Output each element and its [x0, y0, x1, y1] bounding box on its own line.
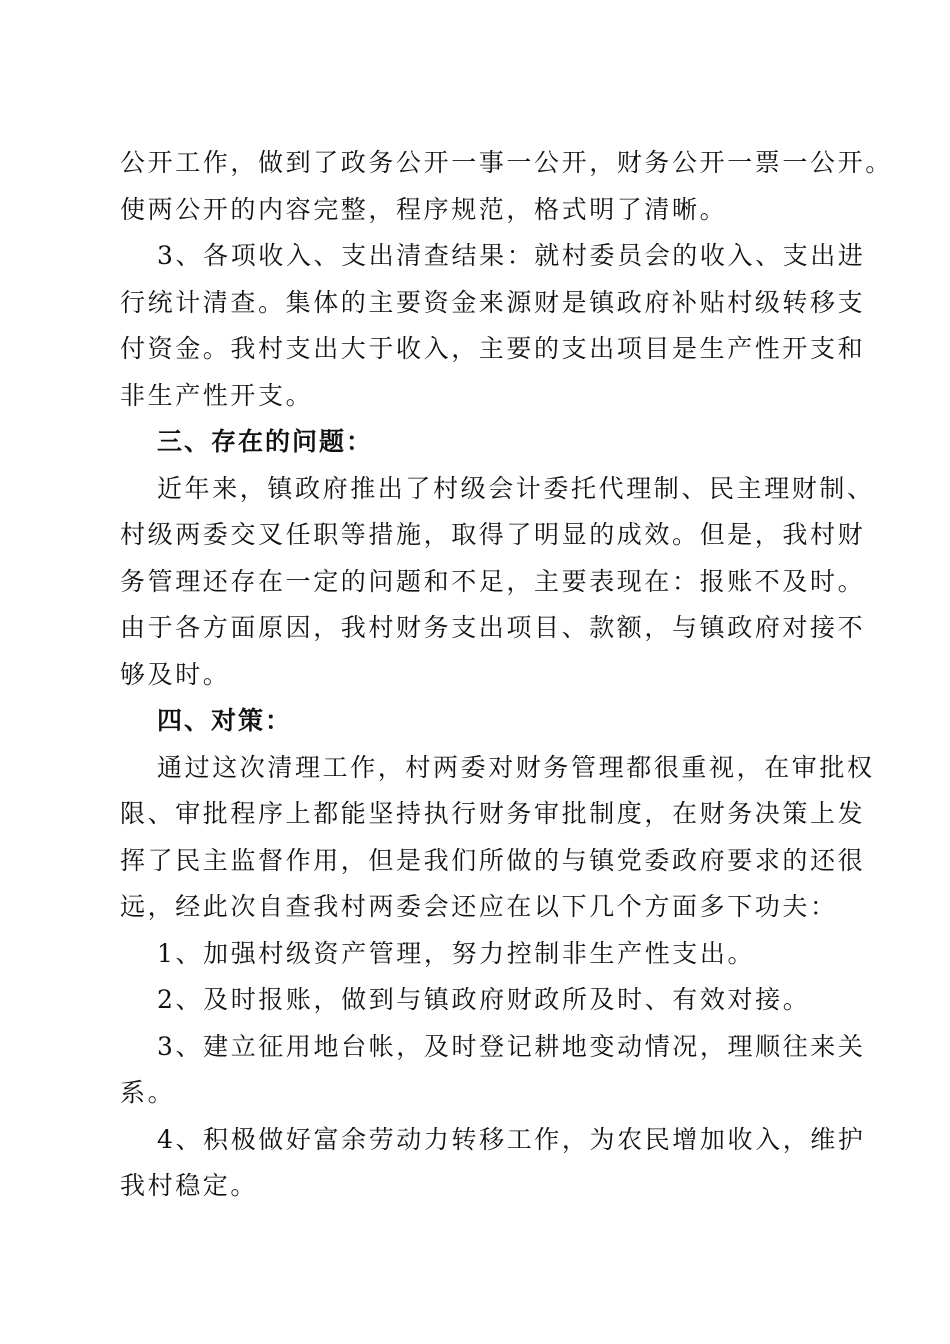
paragraph-line: 由于各方面原因，我村财务支出项目、款额，与镇政府对接不: [120, 613, 866, 642]
section-heading-measures: 四、对策：: [157, 706, 293, 735]
list-item-2: 2、及时报账，做到与镇政府财政所及时、有效对接。: [157, 985, 811, 1014]
paragraph-line: 非生产性开支。: [120, 380, 314, 410]
paragraph-line: 公开工作，做到了政务公开一事一公开，财务公开一票一公开。: [120, 148, 893, 177]
paragraph-line: 村级两委交叉任职等措施，取得了明显的成效。但是，我村财: [120, 520, 866, 549]
paragraph-line: 远，经此次自查我村两委会还应在以下几个方面多下功夫：: [120, 892, 838, 921]
list-item-4-continued: 我村稳定。: [120, 1171, 259, 1200]
list-item-3-continued: 系。: [120, 1078, 176, 1107]
paragraph-line: 限、审批程序上都能坚持执行财务审批制度，在财务决策上发: [120, 799, 866, 828]
list-item-3: 3、建立征用地台帐，及时登记耕地变动情况，理顺往来关: [157, 1031, 866, 1061]
section-heading-problems: 三、存在的问题：: [157, 427, 374, 456]
document-body: [120, 140, 893, 1210]
paragraph-line: 行统计清查。集体的主要资金来源财是镇政府补贴村级转移支: [120, 287, 866, 317]
paragraph-line: 使两公开的内容完整，程序规范，格式明了清晰。: [120, 194, 728, 224]
paragraph-line: 通过这次清理工作，村两委对财务管理都很重视，在审批权: [157, 752, 875, 782]
paragraph-line: 挥了民主监督作用，但是我们所做的与镇党委政府要求的还很: [120, 845, 866, 875]
list-item-4: 4、积极做好富余劳动力转移工作，为农民增加收入，维护: [157, 1124, 866, 1154]
paragraph-line: 够及时。: [120, 659, 231, 689]
paragraph-line: 付资金。我村支出大于收入，主要的支出项目是生产性开支和: [120, 334, 866, 363]
paragraph-line: 近年来，镇政府推出了村级会计委托代理制、民主理财制、: [157, 473, 875, 503]
paragraph-line: 务管理还存在一定的问题和不足，主要表现在：报账不及时。: [120, 566, 866, 596]
list-item-1: 1、加强村级资产管理，努力控制非生产性支出。: [157, 938, 756, 968]
paragraph-line: 3、各项收入、支出清查结果：就村委员会的收入、支出进: [157, 241, 866, 270]
